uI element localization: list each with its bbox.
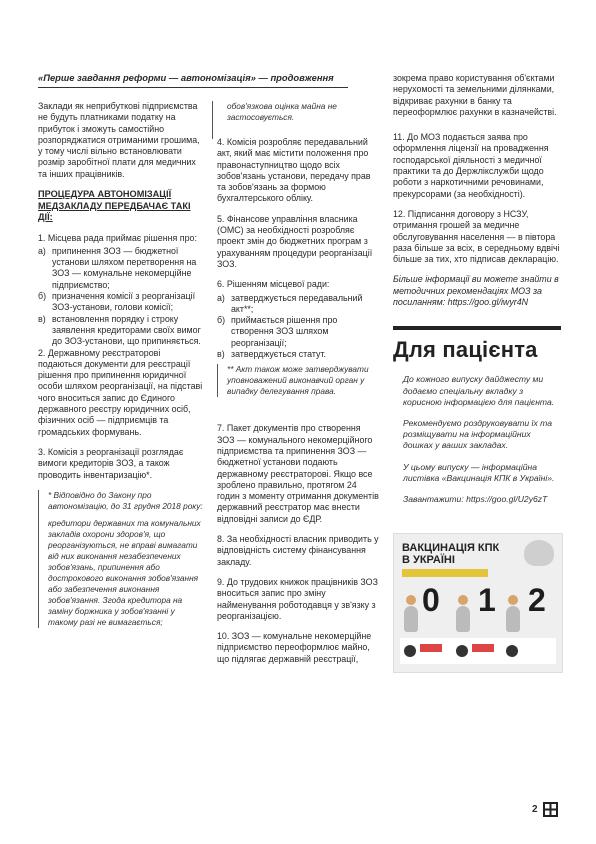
dose-number-1: 1 xyxy=(478,582,496,619)
column-2 xyxy=(217,101,379,674)
child-figure-icon xyxy=(506,606,520,632)
vaccination-leaflet-thumbnail[interactable] xyxy=(393,533,563,673)
header-divider xyxy=(38,87,348,88)
leaflet-tag xyxy=(420,644,442,652)
list-item: а) затверджується передавальний акт**; xyxy=(217,292,363,314)
patients-paragraph-3: У цьому випуску — інформаційна листівка «Вакцинація КПК в Україні». xyxy=(403,461,555,483)
grid-logo-icon xyxy=(543,802,558,817)
step-12: 12. Підписання договору з НСЗУ, отримання грошей за медичне обслуговування населення — в півтора раза більше за всіх, в середньому вдвічі більше за тих, хто підписав декларацію. xyxy=(393,208,560,265)
step-6-intro: 6. Рішенням місцевої ради: xyxy=(217,279,330,290)
child-figure-icon xyxy=(404,606,418,632)
step-5: 5. Фінансове управління власника (ОМС) за необхідності розробляє проект змін до бюджетних програм з урахуванням процедури реорганізації ЗОЗ. xyxy=(217,213,373,269)
more-info-link-text[interactable]: Більше інформації ви можете знайти в методичних рекомендаціях МОЗ за посиланням: https://goo.gl/iwyr4N xyxy=(393,274,559,308)
step-10: 10. ЗОЗ — комунальне некомерційне підприємство переоформлює майно, що підлягає державній реєстрації, xyxy=(217,631,372,664)
footnote-1-body: кредитори державних та комунальних закладів охорони здоров'я, що реорганізуються, не вправі вимагати від них виконання незабезпечених зобов'язань, припинення або дострокового виконання зобов'язання або забезпечення виконання зобов'язання. Згода кредитора на заміну боржника у зобов'язанні у такому разі не вимагається; xyxy=(48,517,201,627)
footnote-1-intro: * Відповідно до Закону про автономізацію, до 31 грудня 2018 року: xyxy=(48,489,203,511)
leaflet-title: ВАКЦИНАЦІЯ КПК В УКРАЇНІ xyxy=(402,542,500,567)
download-link-text[interactable]: Завантажити: https://goo.gl/U2y6zT xyxy=(403,493,548,504)
list-item: в) затверджується статут. xyxy=(217,349,327,360)
child-figure-icon xyxy=(456,606,470,632)
step-2: 2. Державному реєстраторові подаються документи для реєстрації рішення про припинення юридичної особи шляхом реорганізації, на підставі чого вноситься запис до Єдиного державного реєстру юридичних осіб, фізичних осіб — підприємців та громадських формувань. xyxy=(38,347,203,437)
step-9: 9. До трудових книжок працівників ЗОЗ вноситься запис про зміну найменування роботодавця у зв'язку з реорганізацією. xyxy=(217,576,378,621)
footnote-1-continuation: обов'язкова оцінка майна не застосовується. xyxy=(227,101,337,122)
list-item: а) припинення ЗОЗ — бюджетної установи шляхом перетворення на ЗОЗ — комунальне некомерційне підприємство; xyxy=(38,245,197,290)
list-item: б) приймається рішення про створення ЗОЗ шляхом реорганізації; xyxy=(217,315,338,348)
footnote-2: ** Акт також може затверджувати уповноважений виконавчий орган у випадку делегування права. xyxy=(217,364,379,397)
step-1-sublist xyxy=(38,246,204,348)
leaflet-subtitle-bar xyxy=(402,569,488,577)
heart-icon xyxy=(524,540,554,566)
step-10-continuation: зокрема право користування об'єктами нерухомості та земельними ділянками, відкриває рахунки в банку та переоформлює рахунки в казначействі. xyxy=(393,73,557,117)
step-7: 7. Пакет документів про створення ЗОЗ — комунального некомерційного підприємства та припинення ЗОЗ — бюджетної установи подають державному реєстраторові. Якщо все зроблено правильно, протягом 24 годин з моменту отримання документів державний реєстратор має внести відповідні записи до ЄДР. xyxy=(217,423,379,524)
section-divider-bar xyxy=(393,326,561,330)
dose-number-2: 2 xyxy=(528,582,546,619)
step-11: 11. До МОЗ подається заява про оформлення ліцензії на провадження господарської діяльності з медичної практики та до Держлікслужби щодо роботи з наркотичними речовинами, прекурсорами (за необхідності). xyxy=(393,132,549,199)
column-3 xyxy=(393,73,561,673)
patients-heading: Для пацієнта xyxy=(393,337,538,363)
page-number: 2 xyxy=(532,804,538,815)
procedure-heading: ПРОЦЕДУРА АВТОНОМІЗАЦІЇ МЕДЗАКЛАДУ ПЕРЕДБАЧАЄ ТАКІ ДІЇ: xyxy=(38,189,191,223)
intro-paragraph: Заклади як неприбуткові підприємства не будуть платниками податку на прибуток і зможуть самостійно розпоряджатися отриманими грошима, у тому числі вільно встановлювати розмір заробітної плати для медичних та інших працівників. xyxy=(38,101,200,179)
column-1 xyxy=(38,101,204,637)
patients-paragraph-1: До кожного випуску дайджесту ми додаємо спеціальну вкладку з корисною інформацією для пацієнта. xyxy=(403,374,555,407)
step-1-intro: 1. Місцева рада приймає рішення про: xyxy=(38,232,197,243)
page-header-title: «Перше завдання реформи — автономізація» — продовження xyxy=(38,72,334,83)
footnote-1 xyxy=(38,490,204,628)
dose-number-0: 0 xyxy=(422,582,440,619)
step-8: 8. За необхідності власник приводить у відповідність систему фінансування закладу. xyxy=(217,534,379,567)
list-item: в) встановлення порядку і строку заявлення кредиторами своїх вимог до ЗОЗ-установи, що припиняється. xyxy=(38,313,201,347)
leaflet-tag xyxy=(472,644,494,652)
step-6-sublist xyxy=(217,293,379,361)
step-4: 4. Комісія розробляє передавальний акт, який має містити положення про правонаступництво щодо всіх зобов'язань установи, передачу прав та зобов'язань за формою бухгалтерського обліку. xyxy=(217,137,371,204)
list-item: б) призначення комісії з реорганізації ЗОЗ-установи, голови комісії; xyxy=(38,291,196,313)
footnote-continuation-rule xyxy=(212,101,213,139)
step-3: 3. Комісія з реорганізації розглядає вимоги кредиторів ЗОЗ, а також проводить інвентаризацію*. xyxy=(38,446,184,480)
patients-paragraph-2: Рекомендуємо роздруковувати їх та розміщувати на інформаційних дошках у ваших закладах. xyxy=(403,417,552,451)
